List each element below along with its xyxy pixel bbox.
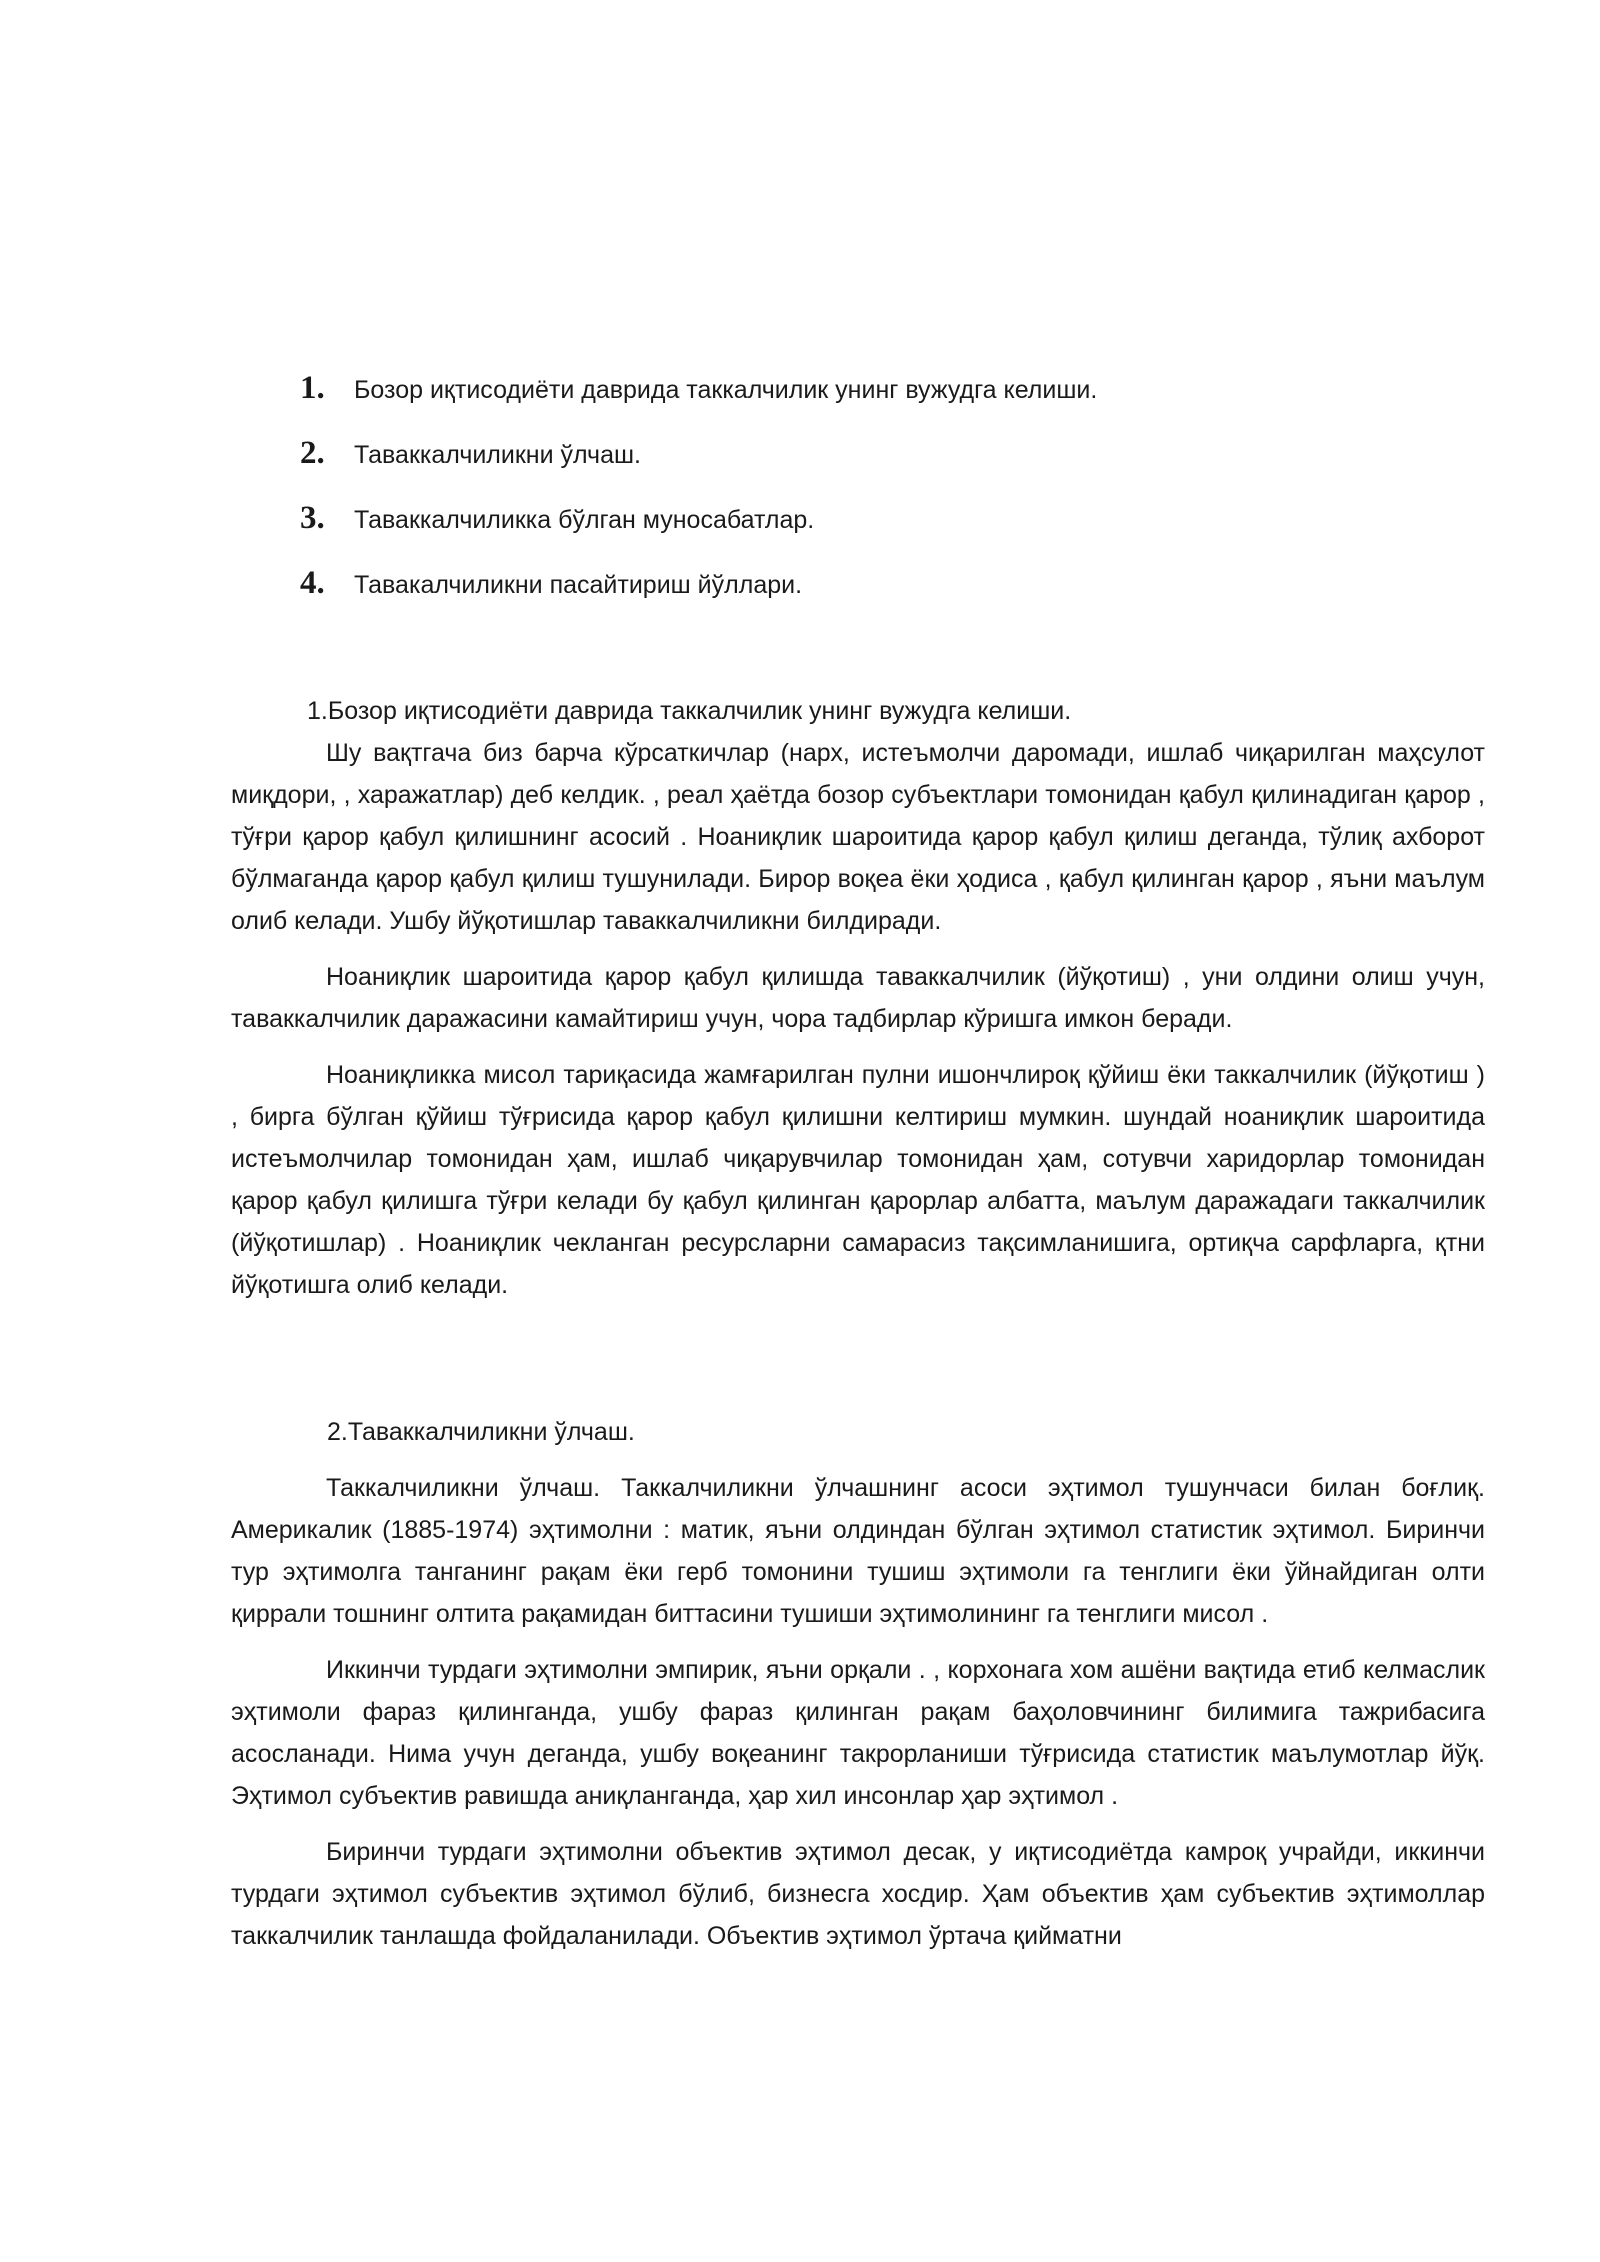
toc-item-number: 2. — [300, 435, 325, 471]
section-2-paragraph: Биринчи турдаги эҳтимолни объектив эҳтимол десак, у иқтисодиётда камроқ учрайди, иккинчи турдаги эҳтимол субъектив эҳтимол бўлиб, бизнесга хосдир. Ҳам объектив ҳам субъектив эҳтимоллар таккалчилик танлашда фойдаланилади. Объектив эҳтимол ўртача қийматни — [231, 1838, 1485, 1950]
section-2-paragraph: Таккалчиликни ўлчаш. Таккалчиликни ўлчашнинг асоси эҳтимол тушунчаси билан боғлиқ. Америкалик (1885-1974) эҳтимолни : матик, яъни олдиндан бўлган эҳтимол статистик эҳтимол. Биринчи тур эҳтимолга танганинг рақам ёки герб томонини тушиш эҳтимоли га тенглиги ёки ўйнайдиган олти қиррали тошнинг олтита рақамидан биттасини тушиши эҳтимолининг га тенглиги мисол . — [231, 1474, 1485, 1628]
toc-item-text: Тавакалчиликни пасайтириш йўллари. — [354, 571, 803, 599]
toc-item-text: Таваккалчиликни ўлчаш. — [354, 441, 641, 469]
table-of-contents — [300, 370, 1400, 630]
section-2-paragraph: Иккинчи турдаги эҳтимолни эмпирик, яъни орқали . , корхонага хом ашёни вақтида етиб келмаслик эҳтимоли фараз қилинганда, ушбу фараз қилинган рақам баҳоловчининг билимига тажрибасига асосланади. Нима учун деганда, ушбу воқеанинг такрорланиши тўғрисида статистик маълумотлар йўқ. Эҳтимол субъектив равишда аниқланганда, ҳар хил инсонлар ҳар эҳтимол . — [231, 1656, 1485, 1810]
toc-item — [300, 565, 1400, 630]
section-1-paragraph: Шу вақтгача биз барча кўрсаткичлар (нарх, истеъмолчи даромади, ишлаб чиқарилган маҳсулот миқдори, , харажатлар) деб келдик. , реал ҳаётда бозор субъектлари томонидан қабул қилинадиган қарор , тўғри қарор қабул қилишнинг асосий . Ноаниқлик шароитида қарор қабул қилиш деганда, тўлиқ ахборот бўлмаганда қарор қабул қилиш тушунилади. Бирор воқеа ёки ҳодиса , қабул қилинган қарор , яъни маълум олиб келади. Ушбу йўқотишлар таваккалчиликни билдиради. — [231, 739, 1485, 935]
toc-item-text: Таваккалчиликка бўлган муносабатлар. — [354, 506, 815, 534]
section-1-heading: 1.Бозор иқтисодиёти даврида таккалчилик унинг вужудга келиши. — [307, 697, 1072, 725]
toc-item-number: 4. — [300, 565, 325, 601]
section-1-paragraph: Ноаниқлик шароитида қарор қабул қилишда таваккалчилик (йўқотиш) , уни олдини олиш учун, таваккалчилик даражасини камайтириш учун, чора тадбирлар кўришга имкон беради. — [231, 963, 1485, 1033]
toc-item — [300, 435, 1400, 500]
document-body — [231, 690, 1485, 1957]
section-2-heading: 2.Таваккалчиликни ўлчаш. — [327, 1418, 635, 1446]
toc-item-number: 1. — [300, 370, 325, 406]
section-1-paragraph: Ноаниқликка мисол тариқасида жамғарилган пулни ишончлироқ қўйиш ёки таккалчилик (йўқотиш ) , бирга бўлган қўйиш тўғрисида қарор қабул қилишни келтириш мумкин. шундай ноаниқлик шароитида истеъмолчилар томонидан ҳам, ишлаб чиқарувчилар томонидан ҳам, сотувчи харидорлар томонидан қарор қабул қилишга тўғри келади бу қабул қилинган қарорлар албатта, маълум даражадаги таккалчилик (йўқотишлар) . Ноаниқлик чекланган ресурсларни самарасиз тақсимланишига, ортиқча сарфларга, қтни йўқотишга олиб келади. — [231, 1061, 1485, 1299]
toc-item — [300, 370, 1400, 435]
toc-item-number: 3. — [300, 500, 325, 536]
toc-item — [300, 500, 1400, 565]
toc-item-text: Бозор иқтисодиёти даврида таккалчилик унинг вужудга келиши. — [354, 376, 1098, 404]
